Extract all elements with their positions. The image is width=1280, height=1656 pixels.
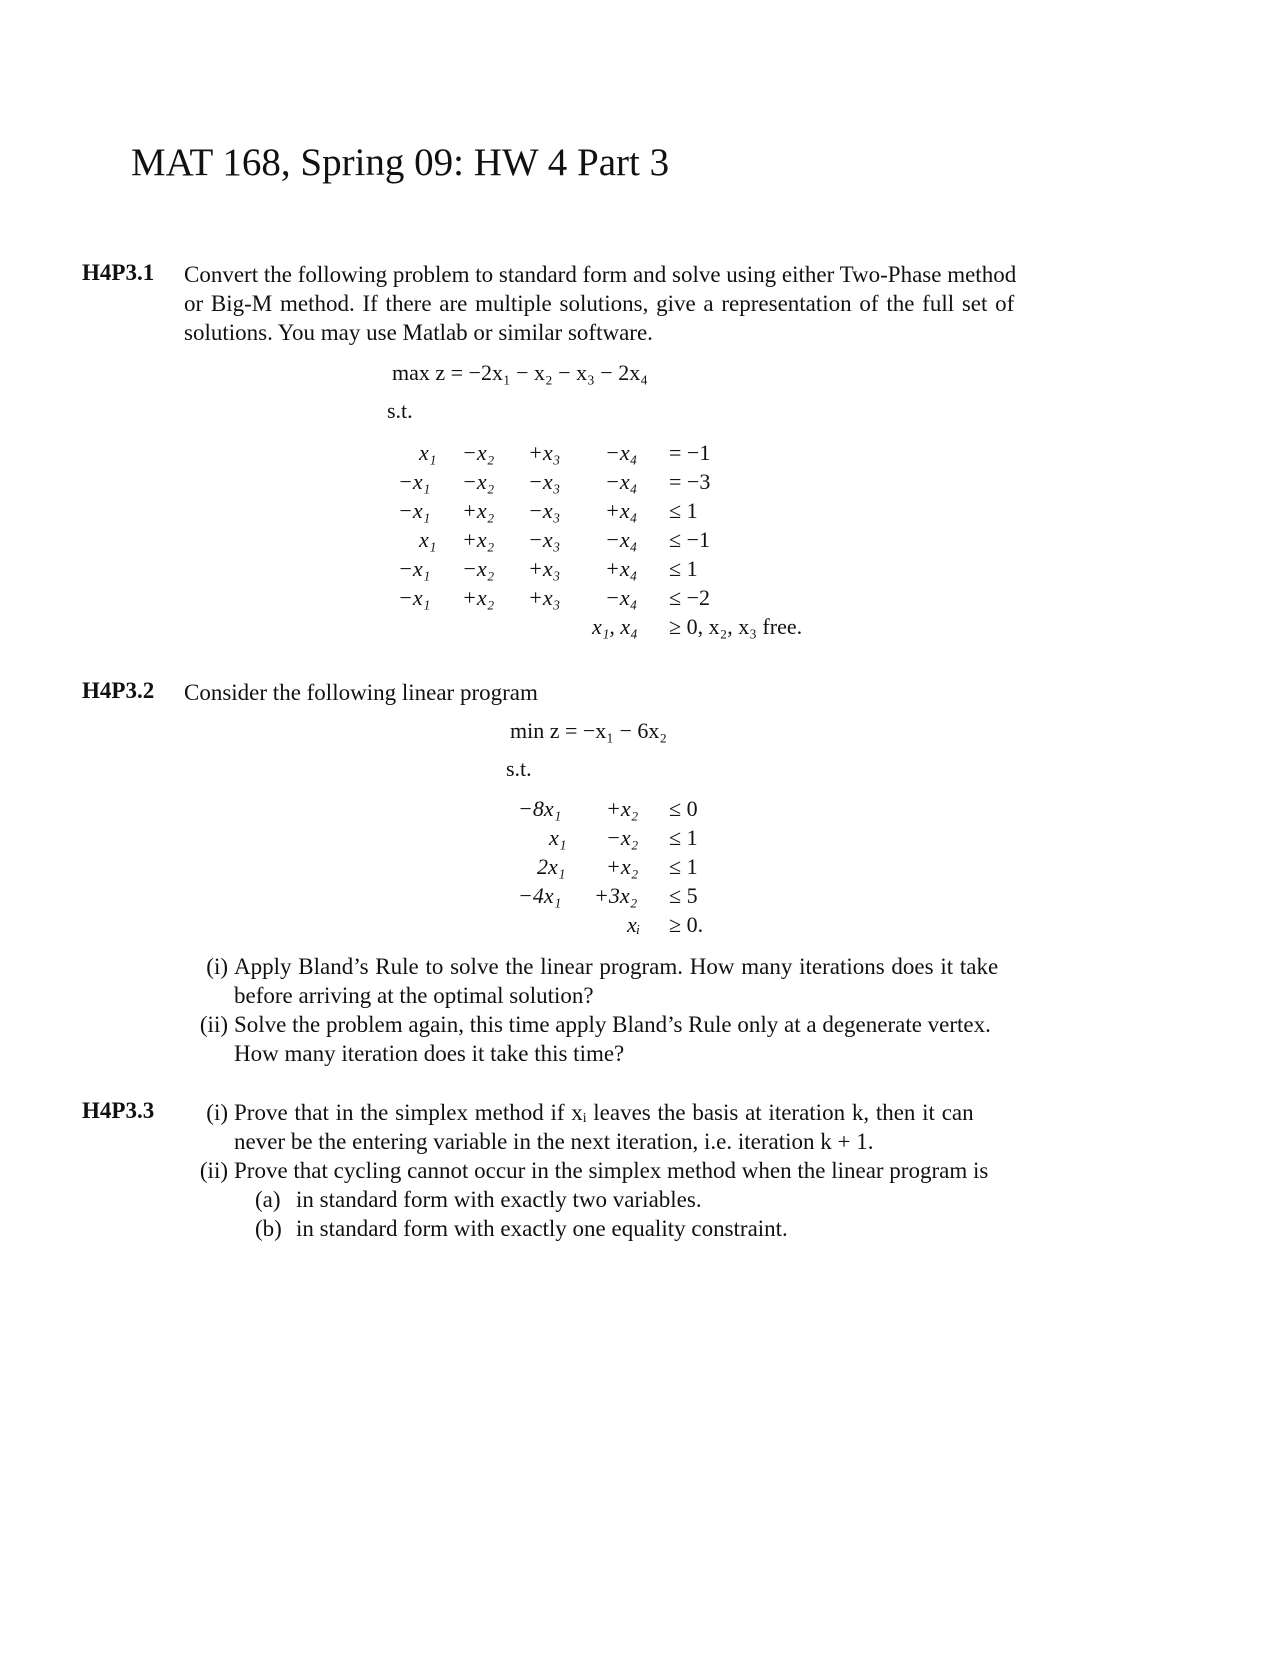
problem-1-text-line-1: Convert the following problem to standard form and solve using either Two-Phase method [184, 262, 1017, 287]
p2-c3-rhs: ≤ 1 [669, 854, 698, 879]
problem-2-intro: Consider the following linear program [184, 680, 538, 705]
p1-c1-rhs: = −1 [669, 440, 711, 465]
p1-c6-t2: +x₂ [462, 585, 495, 610]
p1-c5-rhs: ≤ 1 [669, 556, 698, 581]
page-title: MAT 168, Spring 09: HW 4 Part 3 [131, 141, 670, 184]
p1-c3-t4: +x₄ [605, 498, 638, 523]
p1-c5-t1: −x₁ [398, 556, 431, 581]
p1-bounds-lhs: x₁, x₄ [592, 614, 638, 639]
p2-bounds-lhs: xᵢ [627, 912, 641, 937]
p3-subitem-a-label: (a) [255, 1187, 281, 1212]
p1-c5-t3: +x₃ [528, 556, 561, 581]
problem-1-st: s.t. [387, 398, 413, 423]
p3-item-ii-label: (ii) [199, 1158, 228, 1183]
p1-c6-t3: +x₃ [528, 585, 561, 610]
p1-c6-rhs: ≤ −2 [669, 585, 710, 610]
p1-c1-t3: +x₃ [528, 440, 561, 465]
p1-c1-t1: x₁ [419, 440, 437, 465]
p1-c2-rhs: = −3 [669, 469, 711, 494]
p3-subitem-b-text: in standard form with exactly one equality constraint. [296, 1216, 788, 1241]
p1-c1-t4: −x₄ [605, 440, 638, 465]
p2-c4-t1: −4x₁ [518, 883, 562, 908]
p1-c3-t2: +x₂ [462, 498, 495, 523]
p1-c2-t2: −x₂ [462, 469, 495, 494]
problem-3-label: H4P3.3 [82, 1098, 155, 1123]
problem-1-text-line-2: or Big-M method. If there are multiple solutions, give a representation of the full set of [184, 291, 1015, 316]
p2-c3-t2: +x₂ [606, 854, 639, 879]
p2-c4-t2: +3x₂ [594, 883, 638, 908]
p2-c3-t1: 2x₁ [537, 854, 566, 879]
p2-c2-t2: −x₂ [606, 825, 639, 850]
p2-item-i-label: (i) [206, 954, 228, 979]
p1-c2-t4: −x₄ [605, 469, 638, 494]
p2-item-ii-line-1: Solve the problem again, this time apply Bland’s Rule only at a degenerate vertex. [234, 1012, 991, 1037]
problem-1-label: H4P3.1 [82, 260, 155, 285]
p1-c4-rhs: ≤ −1 [669, 527, 710, 552]
p3-subitem-a-text: in standard form with exactly two variables. [296, 1187, 702, 1212]
p1-c6-t1: −x₁ [398, 585, 431, 610]
p2-item-i-line-2: before arriving at the optimal solution? [234, 983, 594, 1008]
p1-c5-t4: +x₄ [605, 556, 638, 581]
p2-c1-rhs: ≤ 0 [669, 796, 698, 821]
p1-c2-t1: −x₁ [398, 469, 431, 494]
p1-bounds-rhs: ≥ 0, x₂, x₃ free. [669, 614, 803, 639]
p2-c4-rhs: ≤ 5 [669, 883, 698, 908]
p3-item-ii-line-1: Prove that cycling cannot occur in the simplex method when the linear program is [234, 1158, 989, 1183]
p3-item-i-label: (i) [206, 1100, 228, 1125]
p1-c3-t3: −x₃ [528, 498, 561, 523]
p1-c4-t3: −x₃ [528, 527, 561, 552]
p2-item-i-line-1: Apply Bland’s Rule to solve the linear program. How many iterations does it take [234, 954, 999, 979]
p2-c2-rhs: ≤ 1 [669, 825, 698, 850]
p2-item-ii-line-2: How many iteration does it take this time? [234, 1041, 625, 1066]
p1-c3-rhs: ≤ 1 [669, 498, 698, 523]
p1-c2-t3: −x₃ [528, 469, 561, 494]
problem-1-text-line-3: solutions. You may use Matlab or similar software. [184, 320, 653, 345]
p3-item-i-line-2: never be the entering variable in the next iteration, i.e. iteration k + 1. [234, 1129, 874, 1154]
p1-c6-t4: −x₄ [605, 585, 638, 610]
problem-2-objective: min z = −x₁ − 6x₂ [510, 718, 668, 743]
p1-c4-t1: x₁ [419, 527, 437, 552]
problem-2-st: s.t. [506, 756, 532, 781]
p1-c3-t1: −x₁ [398, 498, 431, 523]
p3-item-i-line-1: Prove that in the simplex method if xᵢ leaves the basis at iteration k, then it can [234, 1100, 974, 1125]
p2-c2-t1: x₁ [549, 825, 567, 850]
p2-c1-t1: −8x₁ [518, 796, 562, 821]
p1-c4-t4: −x₄ [605, 527, 638, 552]
p1-c5-t2: −x₂ [462, 556, 495, 581]
p2-item-ii-label: (ii) [199, 1012, 228, 1037]
p3-subitem-b-label: (b) [255, 1216, 282, 1241]
problem-1-objective: max z = −2x₁ − x₂ − x₃ − 2x₄ [392, 360, 648, 385]
p2-bounds-rhs: ≥ 0. [669, 912, 704, 937]
p1-c4-t2: +x₂ [462, 527, 495, 552]
p1-c1-t2: −x₂ [462, 440, 495, 465]
p2-c1-t2: +x₂ [606, 796, 639, 821]
problem-2-label: H4P3.2 [82, 678, 155, 703]
